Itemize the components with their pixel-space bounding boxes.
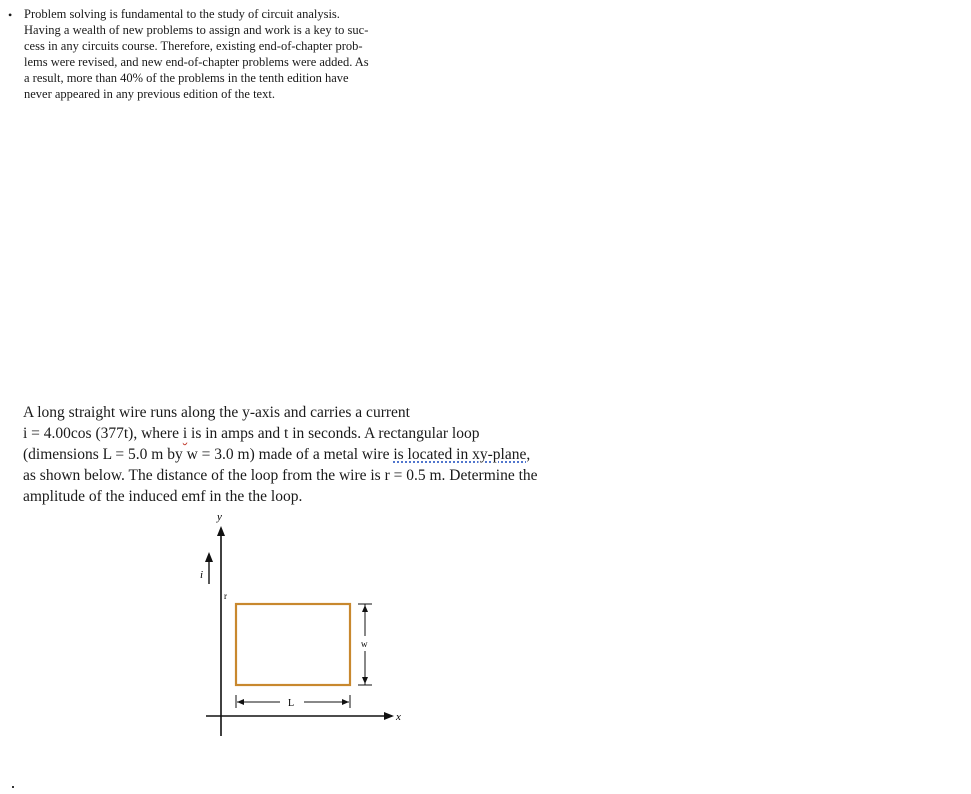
bullet-marker: • [8, 8, 13, 22]
loop-figure [180, 508, 420, 748]
w-arrow-down [362, 677, 368, 684]
r-label: r [224, 591, 227, 601]
problem-line: amplitude of the induced emf in the the loop. [23, 488, 303, 505]
w-label: w [361, 639, 368, 649]
L-arrow-right [342, 699, 349, 705]
problem-line [23, 423, 603, 444]
loop-diagram [180, 508, 420, 748]
problem-text: , [526, 446, 531, 463]
y-axis-label: y [217, 511, 222, 523]
intro-line: cess in any circuits course. Therefore, existing end-of-chapter prob- [24, 39, 363, 53]
rectangular-loop [236, 604, 350, 685]
variable-i: i [182, 425, 188, 442]
w-arrow-up [362, 605, 368, 612]
current-arrow-head [205, 552, 213, 562]
problem-statement [23, 402, 603, 507]
problem-text: (dimensions L = 5.0 m by w = 3.0 m) made of a metal wire [23, 446, 394, 463]
L-label: L [288, 698, 295, 709]
current-equation: i = 4.00cos (377t), where [23, 425, 183, 442]
intro-line: Having a wealth of new problems to assign and work is a key to suc- [24, 23, 369, 37]
problem-line [23, 444, 603, 465]
current-label: i [200, 569, 204, 581]
intro-line: lems were revised, and new end-of-chapter problems were added. As [24, 55, 369, 69]
intro-line: never appeared in any previous edition of the text. [24, 87, 275, 101]
intro-line: a result, more than 40% of the problems in the tenth edition have [24, 71, 349, 85]
stray-mark [12, 786, 14, 788]
intro-line: Problem solving is fundamental to the study of circuit analysis. [24, 7, 340, 21]
problem-line: as shown below. The distance of the loop from the wire is r = 0.5 m. Determine the [23, 467, 538, 484]
L-arrow-left [237, 699, 244, 705]
x-axis-arrow [384, 712, 394, 720]
y-axis-arrow [217, 526, 225, 536]
problem-text: is in amps and t in seconds. A rectangular loop [187, 425, 480, 442]
x-axis-label: x [396, 711, 401, 723]
located-phrase: is located in xy-plane [393, 446, 527, 463]
intro-paragraph [24, 6, 424, 102]
problem-line: A long straight wire runs along the y-axis and carries a current [23, 404, 410, 421]
